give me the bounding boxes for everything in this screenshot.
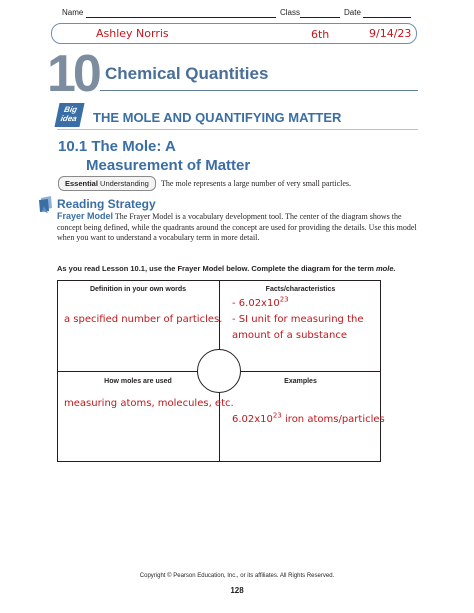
section-title-line2: Measurement of Matter <box>86 157 251 174</box>
copyright-notice: Copyright © Pearson Education, Inc., or its affiliates. All Rights Reserved. <box>139 573 335 579</box>
facts-header: Facts/characteristics <box>265 286 336 293</box>
chapter-divider <box>100 90 418 91</box>
name-field[interactable]: Ashley Norris <box>96 27 169 40</box>
date-field[interactable]: 9/14/23 <box>369 27 412 40</box>
name-label: Name <box>62 8 84 17</box>
class-field-line <box>300 17 340 18</box>
instruction-text <box>57 264 396 273</box>
big-idea-badge <box>54 103 84 127</box>
reading-strategy-title: Reading Strategy <box>57 197 156 211</box>
big-idea-badge-bottom: idea <box>59 114 78 123</box>
frayer-center-concept[interactable] <box>197 349 241 393</box>
facts-line-1: - $6.02x10^{23}$ <box>232 295 289 309</box>
eu-label-bold: Essential <box>65 179 98 188</box>
facts-line-3: amount of a substance <box>232 330 348 341</box>
definition-answer[interactable]: a specified number of particles. <box>64 314 223 325</box>
facts-answer[interactable] <box>232 296 363 344</box>
essential-understanding-text: The mole represents a large number of very small particles. <box>161 179 352 188</box>
essential-understanding-label <box>58 176 156 191</box>
instruction-term: mole. <box>375 264 396 273</box>
page-number: 128 <box>230 586 244 595</box>
date-field-line <box>363 17 411 18</box>
date-label: Date <box>344 8 361 17</box>
instruction-body: As you read Lesson 10.1, use the Frayer Model below. Complete the diagram for the term <box>57 264 376 273</box>
class-label: Class <box>280 8 301 17</box>
eu-label-rest: Understanding <box>97 179 149 188</box>
big-idea-badge-top: Big <box>63 105 79 114</box>
frayer-model-term: Frayer Model <box>57 211 114 221</box>
examples-answer[interactable]: $6.02x10^{23}$ iron atoms/particles <box>232 411 385 425</box>
class-field[interactable]: 6th <box>311 28 330 41</box>
used-answer[interactable]: measuring atoms, molecules, etc. <box>64 398 234 409</box>
section-title <box>58 137 250 175</box>
reading-strategy-icon <box>38 196 54 214</box>
frayer-model-description <box>57 211 419 244</box>
name-field-line <box>86 17 276 18</box>
chapter-number: 10 <box>47 45 99 103</box>
examples-header: Examples <box>284 378 317 385</box>
section-title-line1: 10.1 The Mole: A <box>58 138 176 155</box>
frayer-model-paragraph: The Frayer Model is a vocabulary development tool. The center of the diagram shows the concept being defined, while the quadrants around the concept are used for providing the details. Use this model when you want to understand a vocabulary term in more detail. <box>57 212 417 242</box>
chapter-title: Chemical Quantities <box>105 64 269 83</box>
big-idea-title: THE MOLE AND QUANTIFYING MATTER <box>93 110 342 125</box>
definition-header: Definition in your own words <box>89 286 187 293</box>
big-idea-divider <box>57 129 418 130</box>
used-header: How moles are used <box>104 378 172 385</box>
facts-line-2: - SI unit for measuring the <box>232 314 364 325</box>
